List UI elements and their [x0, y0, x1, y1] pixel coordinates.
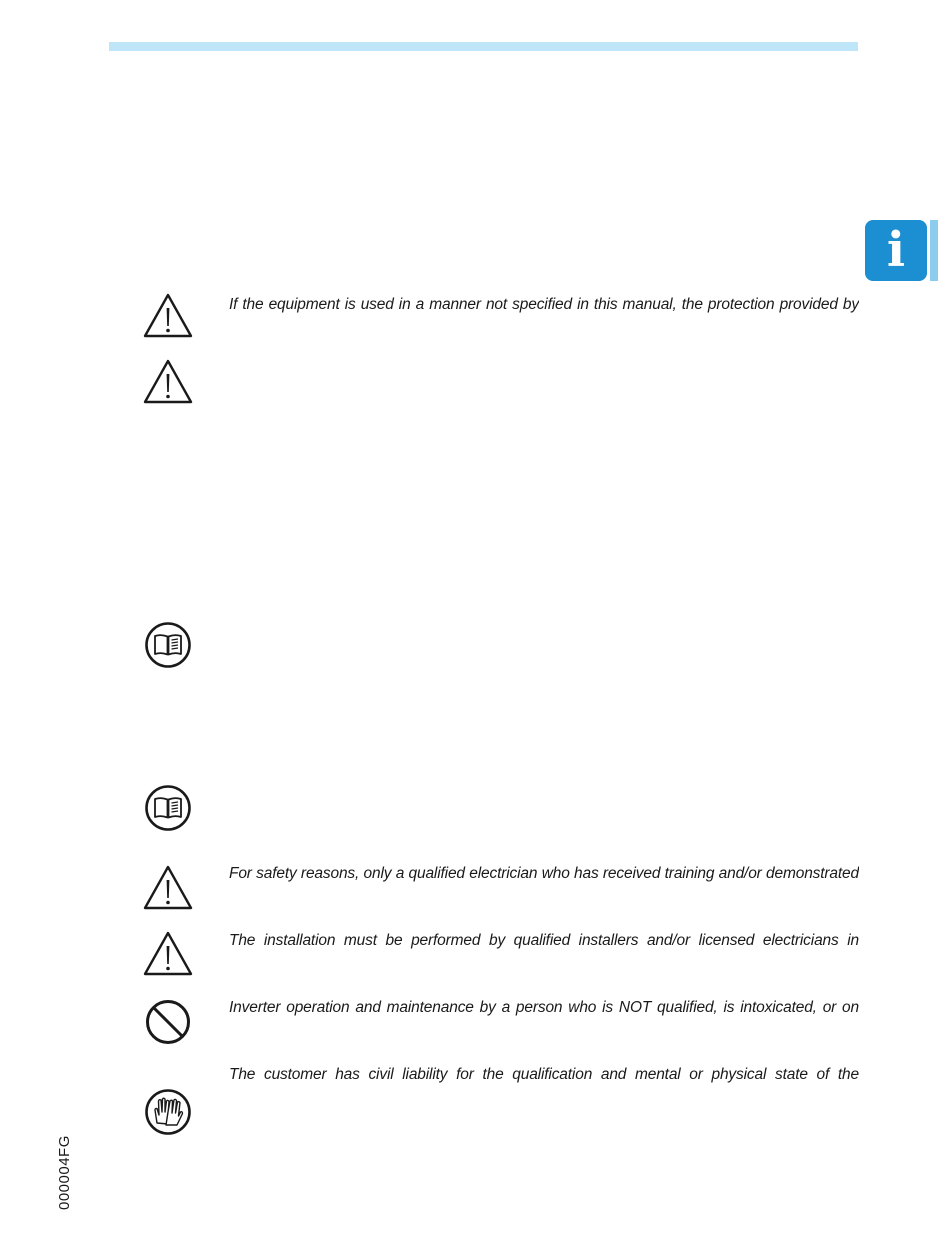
document-code: 000004FG	[56, 1135, 73, 1210]
top-header-bar	[109, 42, 858, 51]
warning-icon	[142, 292, 194, 342]
note-text: The installation must be performed by qualified installers and/or licensed electricians in	[229, 932, 859, 949]
protective-gloves-icon	[144, 1088, 196, 1138]
manual-book-icon	[144, 621, 196, 671]
information-section-tab	[865, 220, 927, 281]
note-text: Inverter operation and maintenance by a person who is NOT qualified, is intoxicated, or on	[229, 999, 859, 1016]
manual-book-icon	[144, 784, 196, 834]
warning-icon	[142, 864, 194, 914]
note-text: If the equipment is used in a manner not specified in this manual, the protection provided by	[229, 296, 859, 313]
prohibited-icon	[144, 998, 196, 1048]
note-text: The customer has civil liability for the qualification and mental or physical state of the	[229, 1066, 859, 1083]
info-icon: i	[886, 222, 906, 278]
warning-icon	[142, 358, 194, 408]
warning-icon	[142, 930, 194, 980]
tab-edge-marker	[930, 220, 938, 281]
note-text: For safety reasons, only a qualified electrician who has received training and/or demonstrated	[229, 865, 859, 882]
